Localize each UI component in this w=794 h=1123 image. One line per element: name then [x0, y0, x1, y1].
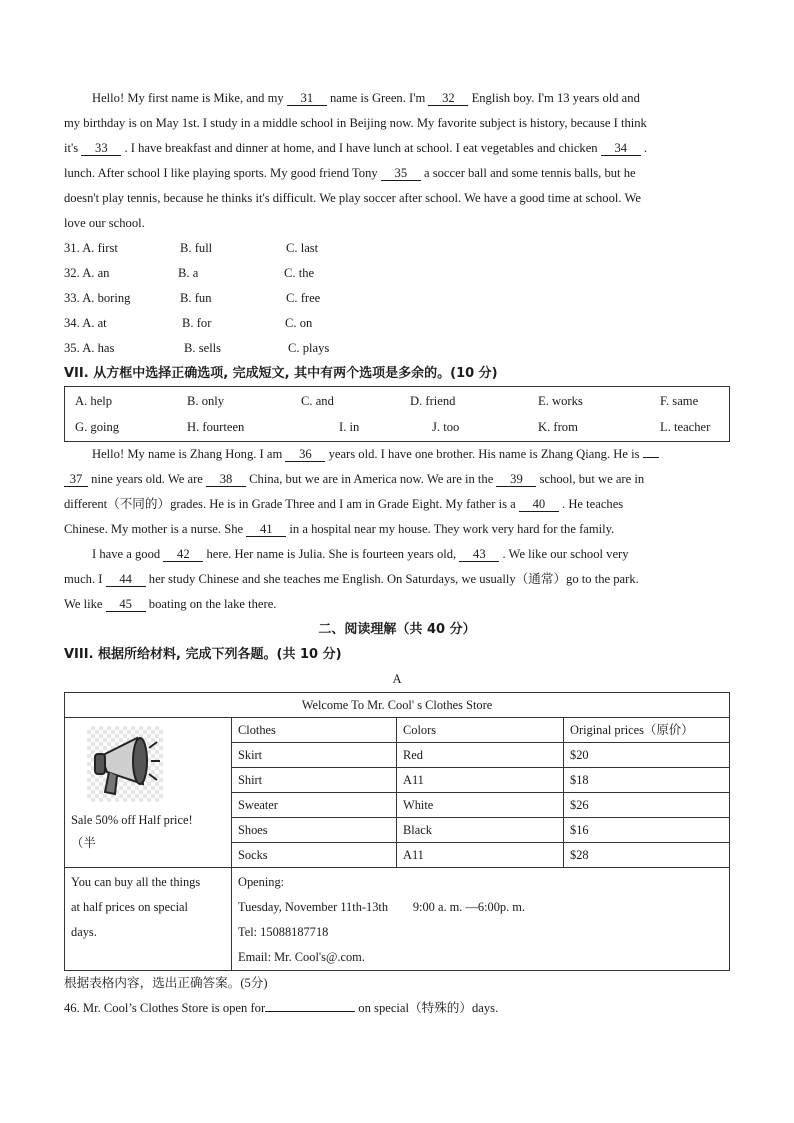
word-option: G. going	[75, 420, 120, 434]
text: Hello! My first name is Mike, and my	[92, 91, 287, 105]
section-7-heading: VII. 从方框中选择正确选项, 完成短文, 其中有两个选项是多余的。(10 分)	[64, 366, 498, 381]
cell: A11	[397, 768, 564, 793]
option-b[interactable]: B. a	[178, 266, 199, 280]
cell: Sweater	[232, 793, 397, 818]
store-title: Welcome To Mr. Cool' s Clothes Store	[65, 693, 730, 718]
text: her study Chinese and she teaches me English. On Saturdays, we usually（通常）go to the park.	[145, 572, 639, 586]
header-prices: Original prices（原价）	[564, 718, 730, 743]
worksheet-page	[64, 86, 730, 1021]
option-row	[64, 236, 730, 261]
cell: Black	[397, 818, 564, 843]
text: lunch. After school I like playing sports. My good friend Tony	[64, 166, 381, 180]
text: a soccer ball and some tennis balls, but he	[420, 166, 636, 180]
option-c[interactable]: C. on	[285, 316, 313, 330]
text: it's	[64, 141, 82, 155]
text: I have a good	[92, 547, 164, 561]
passage2-line7	[64, 592, 730, 617]
blank-33[interactable]: 33	[81, 141, 121, 156]
cell: $20	[564, 743, 730, 768]
word-option: E. works	[538, 394, 583, 408]
section-8-heading: VIII. 根据所给材料, 完成下列各题。(共 10 分)	[64, 647, 342, 662]
cell: $26	[564, 793, 730, 818]
passage2-line4	[64, 517, 730, 542]
text: days.	[71, 925, 97, 939]
blank-38[interactable]: 38	[206, 472, 246, 487]
option-a[interactable]: 33. A. boring	[64, 291, 131, 305]
blank-36[interactable]: 36	[285, 447, 325, 462]
text: China, but we are in America now. We are in the	[246, 472, 497, 486]
blank-32[interactable]: 32	[428, 91, 468, 106]
passage2-line2	[64, 467, 730, 492]
cell: A11	[397, 843, 564, 868]
blank-39[interactable]: 39	[496, 472, 536, 487]
blank-31[interactable]: 31	[287, 91, 327, 106]
text: Hello! My name is Zhang Hong. I am	[92, 447, 286, 461]
blank-37[interactable]: 37	[64, 472, 88, 487]
sale-text-cont: （半	[71, 836, 96, 850]
cell: Red	[397, 743, 564, 768]
option-b[interactable]: B. full	[180, 241, 213, 255]
word-option: L. teacher	[660, 420, 711, 434]
question-46	[64, 996, 730, 1021]
blank-40[interactable]: 40	[519, 497, 559, 512]
header-clothes: Clothes	[232, 718, 397, 743]
cell: White	[397, 793, 564, 818]
opening-hours: Tuesday, November 11th-13th 9:00 a. m. —6:00p. m.	[238, 900, 526, 914]
blank-43[interactable]: 43	[459, 547, 499, 562]
text: . He teaches	[558, 497, 624, 511]
option-row	[64, 311, 730, 336]
passage1-line4	[64, 161, 730, 186]
cell: $16	[564, 818, 730, 843]
word-option: K. from	[538, 420, 578, 434]
passage1-line1	[64, 86, 730, 111]
blank-42[interactable]: 42	[163, 547, 203, 562]
passage1-line5: doesn't play tennis, because he thinks it's difficult. We play soccer after school. We have a good time at school. We	[64, 191, 641, 205]
option-b[interactable]: B. sells	[184, 341, 222, 355]
text: on special（特殊的）days.	[355, 1001, 499, 1015]
word-box-table	[65, 387, 720, 441]
store-table	[64, 692, 730, 971]
option-c[interactable]: C. free	[286, 291, 321, 305]
megaphone-svg	[87, 726, 163, 802]
blank-45[interactable]: 45	[106, 597, 146, 612]
text: name is Green. I'm	[326, 91, 429, 105]
cell: Socks	[232, 843, 397, 868]
text: Chinese. My mother is a nurse. She	[64, 522, 247, 536]
text: here. Her name is Julia. She is fourteen years old,	[203, 547, 460, 561]
passage2-line5	[64, 542, 730, 567]
text: 46. Mr. Cool’s Clothes Store is open for	[64, 1001, 266, 1015]
word-option: F. same	[660, 394, 699, 408]
passage1-line3	[64, 136, 730, 161]
text: nine years old. We are	[88, 472, 206, 486]
opening-label: Opening:	[238, 875, 285, 889]
passage2-line1	[64, 442, 730, 467]
cell: Shoes	[232, 818, 397, 843]
blank-34[interactable]: 34	[601, 141, 641, 156]
word-box	[64, 386, 730, 442]
option-b[interactable]: B. fun	[180, 291, 212, 305]
telephone: Tel: 15088187718	[238, 925, 329, 939]
text: .	[640, 141, 648, 155]
passage2-line3	[64, 492, 730, 517]
passage1-line6: love our school.	[64, 216, 145, 230]
cell: $18	[564, 768, 730, 793]
option-a[interactable]: 32. A. an	[64, 266, 110, 280]
sale-cell	[65, 718, 232, 868]
text: school, but we are in	[536, 472, 645, 486]
text: at half prices on special	[71, 900, 188, 914]
special-days-note	[65, 868, 232, 971]
text: English boy. I'm 13 years old and	[468, 91, 640, 105]
part-2-heading: 二、阅读理解（共 40 分）	[318, 622, 476, 637]
text: years old. I have one brother. His name is Zhang Qiang. He is	[325, 447, 643, 461]
blank-41[interactable]: 41	[246, 522, 286, 537]
text: . I have breakfast and dinner at home, and I have lunch at school. I eat vegetables and chicken	[121, 141, 601, 155]
option-a[interactable]: 31. A. first	[64, 241, 118, 255]
instruction: 根据表格内容，选出正确答案。(5分)	[64, 976, 268, 990]
word-option: H. fourteen	[187, 420, 245, 434]
passage1-line2: my birthday is on May 1st. I study in a middle school in Beijing now. My favorite subject is history, because I think	[64, 116, 647, 130]
blank-46[interactable]	[265, 1011, 355, 1012]
option-row	[64, 286, 730, 311]
option-row	[64, 336, 730, 361]
word-option: A. help	[75, 394, 113, 408]
sale-text: Sale 50% off Half price!	[71, 813, 193, 827]
word-option: I. in	[339, 420, 360, 434]
option-c[interactable]: C. the	[284, 266, 315, 280]
blank-44[interactable]: 44	[106, 572, 146, 587]
blank-37-start[interactable]	[643, 457, 659, 458]
text: much. I	[64, 572, 106, 586]
text: boating on the lake there.	[145, 597, 277, 611]
option-a[interactable]: 35. A. has	[64, 341, 115, 355]
option-b[interactable]: B. for	[182, 316, 212, 330]
word-option: D. friend	[410, 394, 456, 408]
option-c[interactable]: C. plays	[288, 341, 330, 355]
text: We like	[64, 597, 106, 611]
blank-35[interactable]: 35	[381, 166, 421, 181]
word-option: J. too	[432, 420, 460, 434]
option-row	[64, 261, 730, 286]
text: in a hospital near my house. They work very hard for the family.	[286, 522, 615, 536]
text: different（不同的）grades. He is in Grade Three and I am in Grade Eight. My father is a	[64, 497, 519, 511]
word-option: B. only	[187, 394, 225, 408]
cell: Skirt	[232, 743, 397, 768]
header-colors: Colors	[397, 718, 564, 743]
text: You can buy all the things	[71, 875, 201, 889]
options-31-35	[64, 236, 730, 361]
megaphone-icon	[87, 726, 163, 802]
word-option: C. and	[301, 394, 334, 408]
option-c[interactable]: C. last	[286, 241, 319, 255]
email: Email: Mr. Cool's@.com.	[238, 950, 365, 964]
text: . We like our school very	[499, 547, 629, 561]
subsection-label: A	[392, 672, 402, 686]
cell: $28	[564, 843, 730, 868]
cell: Shirt	[232, 768, 397, 793]
opening-info	[232, 868, 730, 971]
passage2-line6	[64, 567, 730, 592]
option-a[interactable]: 34. A. at	[64, 316, 107, 330]
